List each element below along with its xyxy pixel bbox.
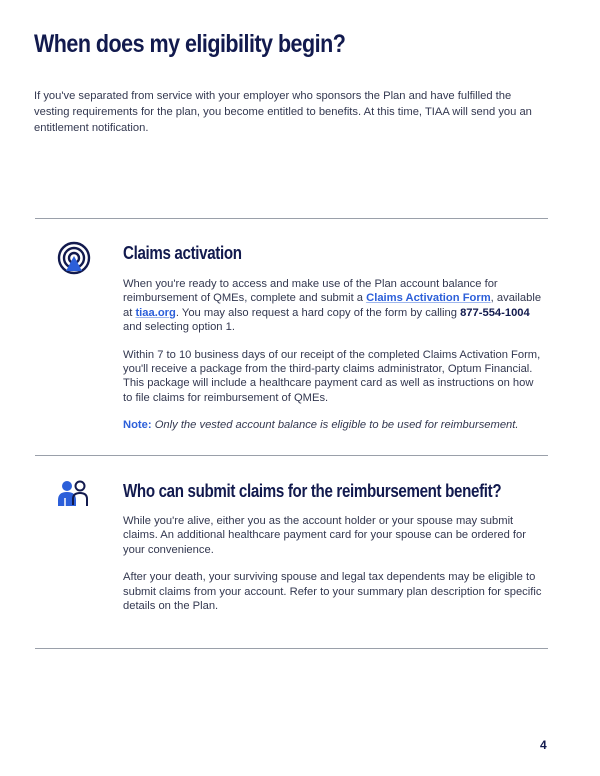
page-title: When does my eligibility begin?	[34, 30, 346, 58]
phone-number: 877-554-1004	[460, 306, 530, 319]
text: and selecting option 1.	[123, 321, 235, 334]
tiaa-org-link[interactable]: tiaa.org	[135, 306, 176, 319]
note	[123, 418, 543, 432]
claims-activation-paragraph-1	[123, 277, 543, 335]
who-can-submit-paragraph-2: After your death, your surviving spouse and legal tax dependents may be eligible to submit claims from your account. Refer to your summary plan description for specific details on the Plan.	[123, 571, 542, 613]
page-number: 4	[540, 738, 547, 752]
divider	[35, 455, 548, 456]
who-can-submit-paragraph-1: While you're alive, either you as the account holder or your spouse may submit claims. An additional healthcare payment card for your spouse can be ordered for your convenience.	[123, 515, 526, 556]
broadcast-signal-icon	[56, 240, 92, 276]
text: . You may also request a hard copy of the form by calling	[175, 306, 461, 319]
text: When you're ready to access and make use of the Plan account balance for reimbursement of QMEs, complete and submit a	[123, 278, 498, 305]
section-title-who-can-submit: Who can submit claims for the reimbursement benefit?	[123, 481, 502, 501]
section-body-who-can-submit	[123, 514, 543, 626]
text: , available at	[123, 292, 542, 319]
divider	[35, 218, 548, 219]
claims-activation-paragraph-2: Within 7 to 10 business days of our receipt of the completed Claims Activation Form, you'll receive a package from the third-party claims administrator, Optum Financial. This package will include a healthcare payment card as well as instructions on how to file claims for reimbursement of QMEs.	[123, 348, 541, 404]
divider	[35, 648, 548, 649]
note-label: Note:	[123, 419, 152, 432]
intro-paragraph: If you've separated from service with your employer who sponsors the Plan and have fulfilled the vesting requirements for the plan, you become entitled to benefits. At this time, TIAA will send you an entitlement notification.	[34, 90, 532, 134]
section-body-claims-activation	[123, 277, 543, 446]
two-people-icon	[56, 478, 92, 514]
note-text: Only the vested account balance is eligible to be used for reimbursement.	[151, 419, 519, 432]
claims-activation-form-link[interactable]: Claims Activation Form	[366, 292, 491, 305]
section-title-claims-activation: Claims activation	[123, 243, 242, 263]
